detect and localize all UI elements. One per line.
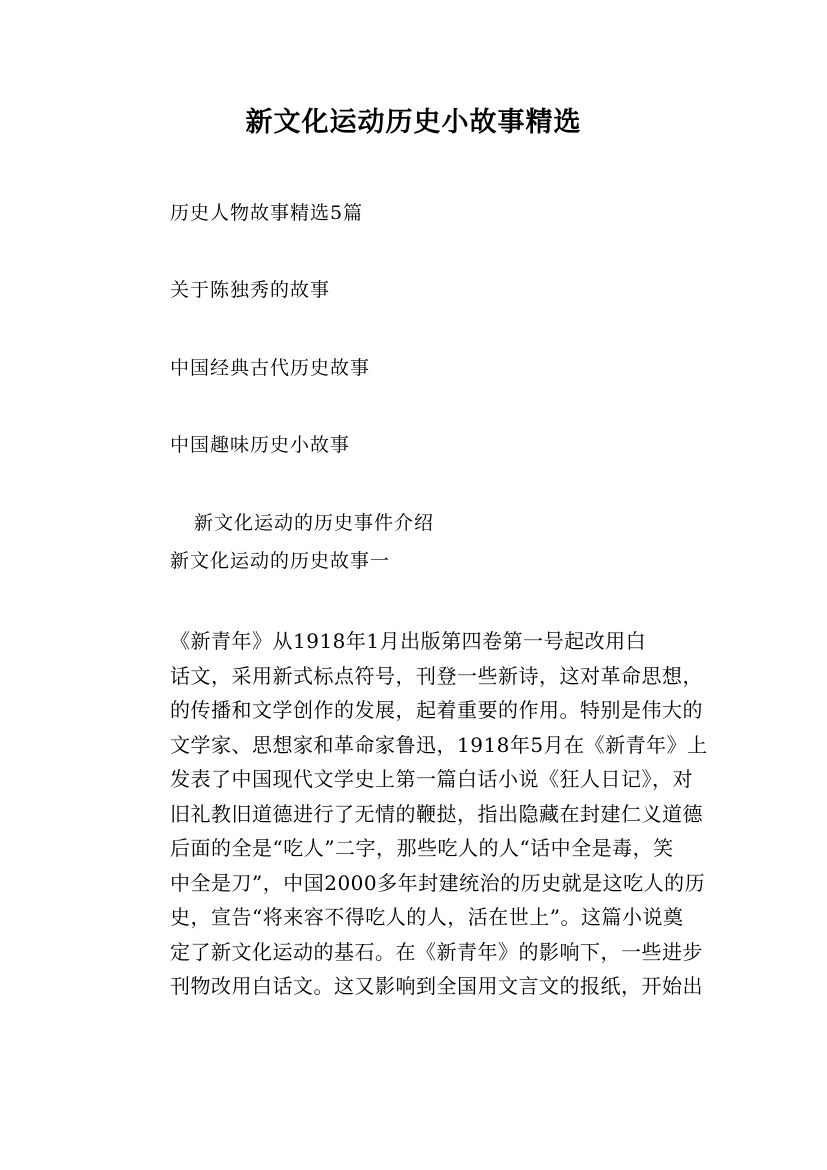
body-line: 史，宣告“将来容不得吃人的人，活在世上”。这篇小说奠 [170,905,684,929]
body-line: 文学家、思想家和革命家鲁迅，1918年5月在《新青年》上 [170,732,708,757]
link-history-figures[interactable]: 历史人物故事精选5篇 [170,202,364,224]
link-fun-history-stories[interactable]: 中国趣味历史小故事 [170,434,351,456]
body-line: 后面的全是“吃人”二字，那些吃人的人“话中全是毒，笑 [170,836,674,860]
body-line: 定了新文化运动的基石。在《新青年》的影响下，一些进步 [170,939,703,964]
body-line: 的传播和文学创作的发展，起着重要的作用。特别是伟大的 [170,698,703,722]
body-line: 发表了中国现代文学史上第一篇白话小说《狂人日记》，对 [170,767,693,791]
link-chen-duxiu[interactable]: 关于陈独秀的故事 [170,279,331,301]
body-paragraph [170,624,710,1004]
body-line: 旧礼教旧道德进行了无情的鞭挞，指出隐藏在封建仁义道德 [170,801,703,826]
body-line: 《新青年》从1918年1月出版第四卷第一号起改用白 [170,629,647,653]
body-line: 话文，采用新式标点符号，刊登一些新诗，这对革命思想， [170,663,703,688]
link-classic-ancient-history[interactable]: 中国经典古代历史故事 [170,357,371,379]
body-line: 中全是刀”，中国2000多年封建统治的历史就是这吃人的历 [170,870,706,895]
link-new-culture-events[interactable]: 新文化运动的历史事件介绍 [194,512,435,534]
section-heading-story-one: 新文化运动的历史故事一 [170,550,391,572]
body-line: 刊物改用白话文。这又影响到全国用文言文的报纸，开始出 [170,974,703,998]
page-title: 新文化运动历史小故事精选 [245,107,582,138]
